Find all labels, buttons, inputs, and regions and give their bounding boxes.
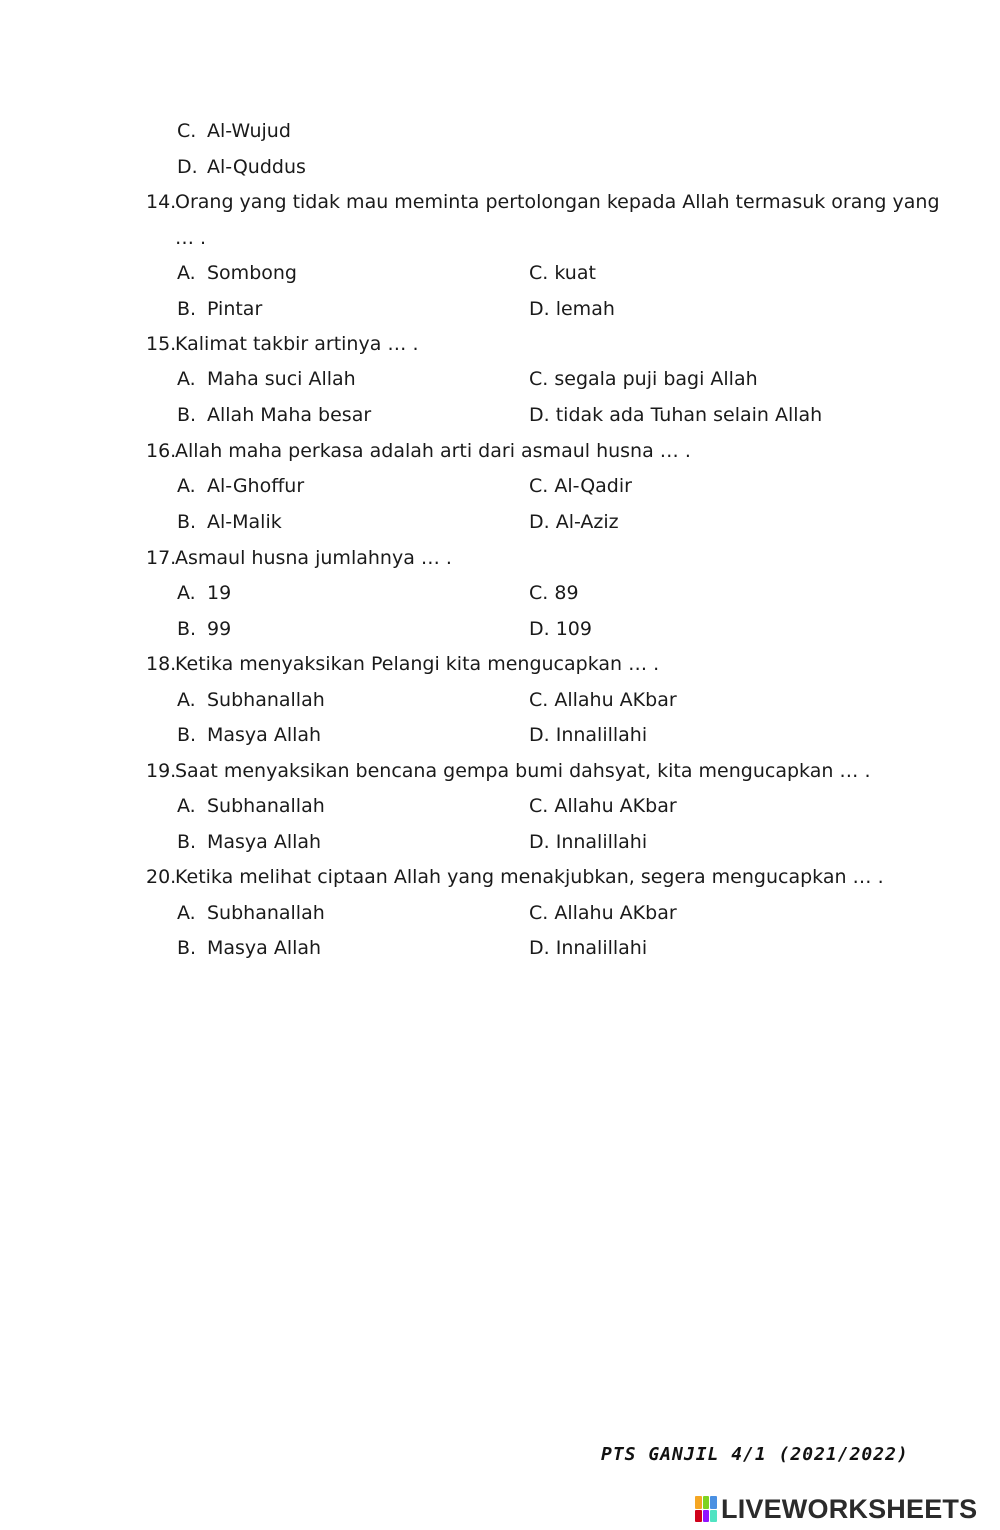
option-c-prev [177,119,291,143]
option-text: Allah Maha besar [207,404,372,426]
option-text: Innalillahi [555,831,648,853]
option-text: Maha suci Allah [207,368,356,390]
option-label: D. [529,831,550,853]
option-text: Sombong [207,262,297,284]
question-15 [146,332,418,356]
q14-option-c [529,261,596,285]
question-19 [146,759,871,783]
question-text: Orang yang tidak mau meminta pertolongan kepada Allah termasuk orang yang [175,191,940,213]
q14-option-b [177,297,262,321]
q14-option-d [529,297,615,321]
option-text: kuat [554,262,596,284]
option-label: C. [529,689,549,711]
option-text: Subhanallah [207,795,325,817]
question-text: Saat menyaksikan bencana gempa bumi dahsyat, kita mengucapkan … . [175,760,871,782]
option-text: Allahu AKbar [554,902,677,924]
option-text: 99 [207,618,232,640]
option-text: Masya Allah [207,724,322,746]
q15-option-d [529,403,822,427]
option-label: A. [177,902,196,924]
option-text: Subhanallah [207,689,325,711]
option-label: C. [529,902,549,924]
liveworksheets-brand[interactable] [695,1494,977,1524]
option-text: Al-Qadir [554,475,632,497]
q18-option-a [177,688,325,712]
option-text: segala puji bagi Allah [554,368,758,390]
question-18 [146,652,659,676]
logo-block [703,1496,710,1509]
option-text: Innalillahi [555,724,648,746]
option-label: D. [529,937,550,959]
option-label: A. [177,582,196,604]
option-label: A. [177,262,196,284]
option-text: Al-Malik [207,511,282,533]
option-label: B. [177,298,197,320]
question-number: 14. [146,191,177,213]
option-label: D. [529,298,550,320]
logo-block [710,1496,717,1509]
option-text: 89 [554,582,579,604]
option-label: D. [529,618,550,640]
q16-option-a [177,474,304,498]
q18-option-b [177,723,321,747]
question-14 [146,190,940,214]
option-text: Allahu AKbar [554,689,677,711]
q19-option-b [177,830,321,854]
option-text: 19 [207,582,232,604]
logo-block [710,1510,717,1523]
q15-option-c [529,367,758,391]
q16-option-b [177,510,282,534]
q17-option-b [177,617,231,641]
q18-option-c [529,688,677,712]
option-text: Innalillahi [555,937,648,959]
q17-option-a [177,581,231,605]
q20-option-b [177,936,321,960]
option-text: Al-Ghoffur [207,475,305,497]
option-label: B. [177,831,197,853]
option-text: Allahu AKbar [554,795,677,817]
option-label: C. [177,120,197,142]
question-number: 18. [146,653,177,675]
question-number: 16. [146,440,177,462]
question-14-continuation: … . [175,227,207,249]
option-d-prev [177,155,306,179]
exam-footer-label: PTS GANJIL 4/1 (2021/2022) [601,1444,909,1465]
brand-name: LIVEWORKSHEETS [721,1493,978,1524]
option-text: 109 [555,618,592,640]
option-label: D. [529,404,550,426]
option-label: C. [529,475,549,497]
question-number: 20. [146,866,177,888]
q19-option-c [529,794,677,818]
option-label: B. [177,724,197,746]
option-label: D. [177,156,198,178]
question-text: Ketika menyaksikan Pelangi kita mengucapkan … . [175,653,660,675]
q20-option-d [529,936,647,960]
option-label: C. [529,582,549,604]
q18-option-d [529,723,647,747]
question-17 [146,546,452,570]
option-text: Subhanallah [207,902,325,924]
logo-block [695,1496,702,1509]
option-text: Al-Wujud [207,120,291,142]
question-text: Allah maha perkasa adalah arti dari asmaul husna … . [175,440,691,462]
option-label: A. [177,368,196,390]
option-text: Pintar [207,298,263,320]
option-label: B. [177,404,197,426]
option-label: C. [529,368,549,390]
option-label: A. [177,689,196,711]
option-text: Masya Allah [207,937,322,959]
q16-option-c [529,474,632,498]
option-text: Al-Aziz [555,511,619,533]
question-text: Asmaul husna jumlahnya … . [175,547,452,569]
q19-option-a [177,794,325,818]
q15-option-a [177,367,356,391]
option-text: tidak ada Tuhan selain Allah [555,404,823,426]
logo-block [695,1510,702,1523]
q19-option-d [529,830,647,854]
question-number: 15. [146,333,177,355]
question-text: Ketika melihat ciptaan Allah yang menakjubkan, segera mengucapkan … . [175,866,884,888]
question-20 [146,865,884,889]
option-label: B. [177,511,197,533]
option-label: A. [177,795,196,817]
option-label: C. [529,262,549,284]
liveworksheets-logo-icon [695,1496,717,1522]
q16-option-d [529,510,619,534]
option-text: Masya Allah [207,831,322,853]
option-label: B. [177,937,197,959]
q17-option-c [529,581,579,605]
question-number: 19. [146,760,177,782]
question-16 [146,439,691,463]
option-label: D. [529,511,550,533]
q17-option-d [529,617,592,641]
q20-option-c [529,901,677,925]
question-text: Kalimat takbir artinya … . [175,333,419,355]
option-label: C. [529,795,549,817]
option-label: B. [177,618,197,640]
option-label: A. [177,475,196,497]
option-label: D. [529,724,550,746]
q20-option-a [177,901,325,925]
question-number: 17. [146,547,177,569]
q14-option-a [177,261,297,285]
option-text: lemah [555,298,615,320]
option-text: Al-Quddus [207,156,306,178]
logo-block [703,1510,710,1523]
q15-option-b [177,403,371,427]
